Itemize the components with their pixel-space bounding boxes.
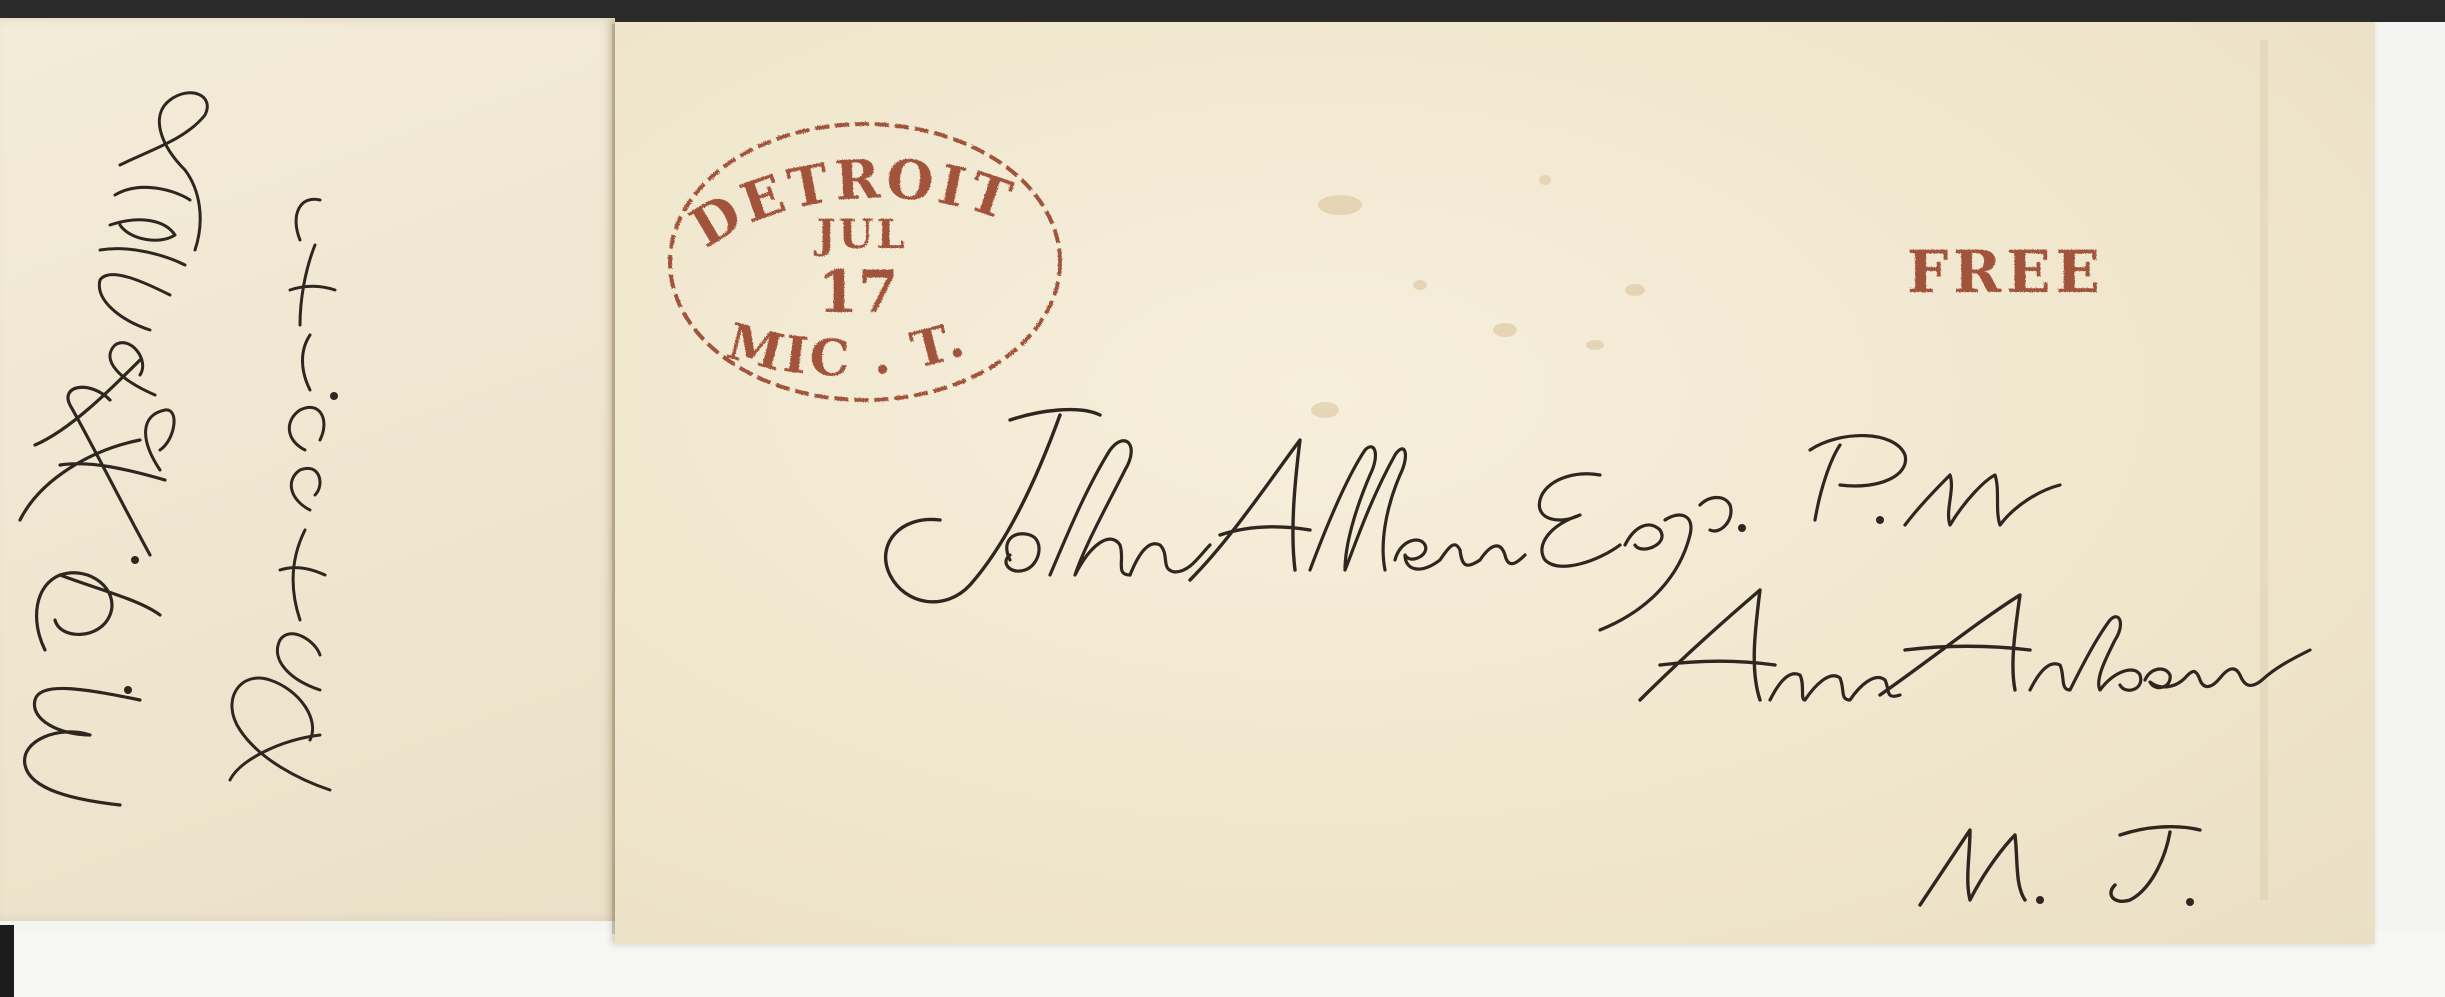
paper-foxing [1311, 175, 1645, 418]
free-frank-stamp: FREE [1907, 238, 2105, 306]
postmark-city: DETROIT [679, 146, 1023, 260]
postmark-month: JUL [816, 211, 908, 258]
postmark-day: 17 [817, 258, 899, 326]
postmark-territory: MIC . T. [721, 308, 975, 388]
detroit-postmark [670, 124, 1060, 400]
return-address-signature [20, 93, 338, 805]
recipient-address-script [886, 410, 2310, 906]
